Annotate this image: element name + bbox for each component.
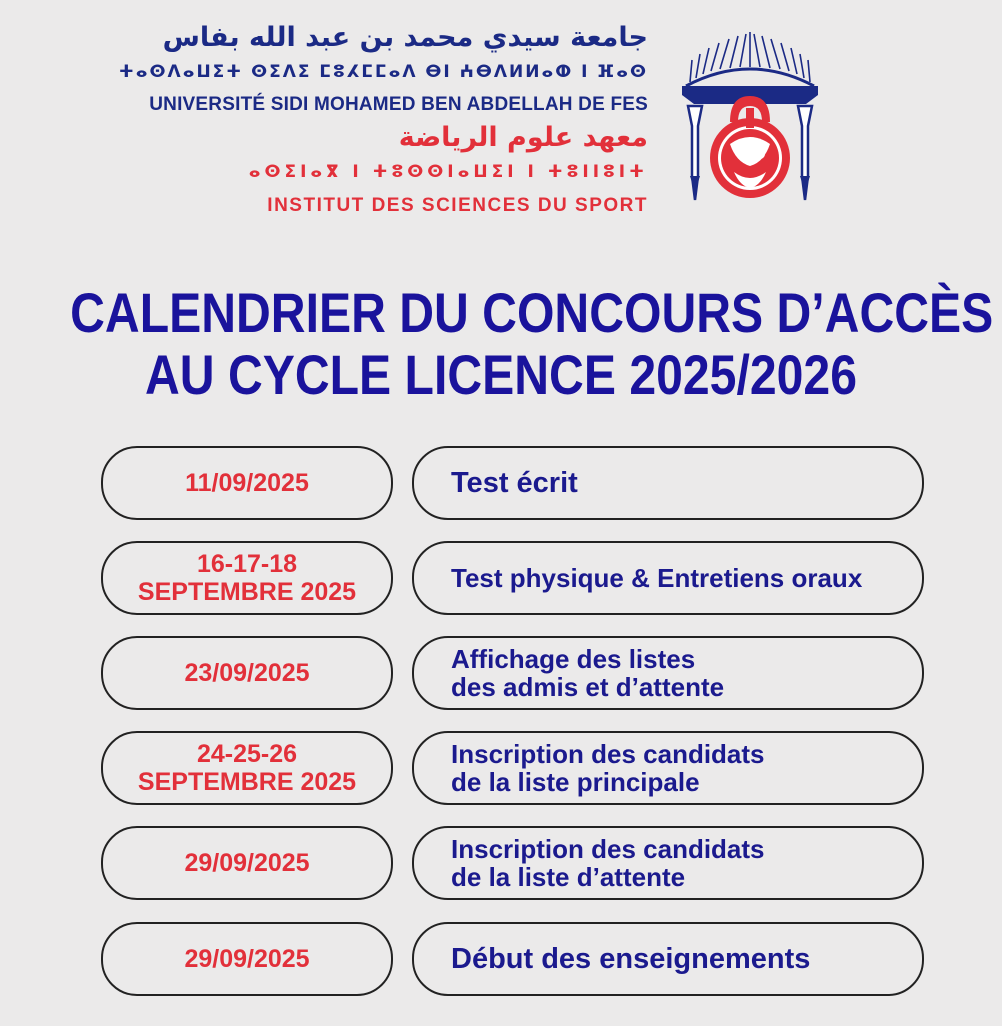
arabic-university-name: جامعة سيدي محمد بن عبد الله بفاس — [162, 22, 648, 53]
title-line-2: AU CYCLE LICENCE 2025/2026 — [145, 343, 857, 406]
date-text: 11/09/2025 — [185, 469, 309, 497]
date-text: 29/09/2025 — [184, 945, 310, 973]
event-pill-1 — [412, 446, 924, 520]
date-pill-3 — [101, 636, 393, 710]
date-text: SEPTEMBRE 2025 — [137, 768, 357, 796]
french-university-name: UNIVERSITÉ SIDI MOHAMED BEN ABDELLAH DE FES — [149, 94, 648, 115]
title-line-1: CALENDRIER DU CONCOURS D’ACCÈS — [70, 281, 994, 344]
date-text: 29/09/2025 — [184, 849, 310, 877]
university-logo — [672, 26, 828, 212]
event-text: Début des enseignements — [451, 943, 811, 975]
date-text: SEPTEMBRE 2025 — [137, 578, 357, 606]
event-text: des admis et d’attente — [451, 672, 725, 702]
event-text: de la liste principale — [451, 767, 700, 797]
event-text: Test écrit — [451, 467, 578, 499]
event-pill-4 — [412, 731, 924, 805]
date-text: 23/09/2025 — [184, 659, 310, 687]
event-pill-6 — [412, 922, 924, 996]
page-title — [70, 281, 994, 406]
event-text: Affichage des listes — [451, 644, 696, 674]
event-pill-3 — [412, 636, 924, 710]
date-pill-6 — [101, 922, 393, 996]
date-pill-1 — [101, 446, 393, 520]
event-text: Inscription des candidats — [451, 739, 765, 769]
date-pill-2 — [101, 541, 393, 615]
tifinagh-university-name: ⵜⴰⵙⴷⴰⵡⵉⵜ ⵙⵉⴷⵉ ⵎⵓⵃⵎⵎⴰⴷ ⴱⵏ ⵄⴱⴷⵍⵍⴰⵀ ⵏ ⴼⴰⵙ — [118, 62, 648, 82]
event-text: Test physique & Entretiens oraux — [451, 563, 863, 593]
date-text: 16-17-18 — [196, 550, 298, 578]
event-text: de la liste d’attente — [451, 862, 686, 892]
tifinagh-institute-name: ⴰⵙⵉⵏⴰⴳ ⵏ ⵜⵓⵙⵙⵏⴰⵡⵉⵏ ⵏ ⵜⵓⵏⵏⵓⵏⵜ — [248, 162, 648, 182]
date-pill-5 — [101, 826, 393, 900]
event-text: Inscription des candidats — [451, 834, 765, 864]
french-institute-name: INSTITUT DES SCIENCES DU SPORT — [267, 195, 648, 216]
date-pill-4 — [101, 731, 393, 805]
event-pill-2 — [412, 541, 924, 615]
event-pill-5 — [412, 826, 924, 900]
date-text: 24-25-26 — [196, 740, 298, 768]
institution-header — [0, 0, 1002, 240]
arabic-institute-name: معهد علوم الرياضة — [398, 122, 648, 153]
